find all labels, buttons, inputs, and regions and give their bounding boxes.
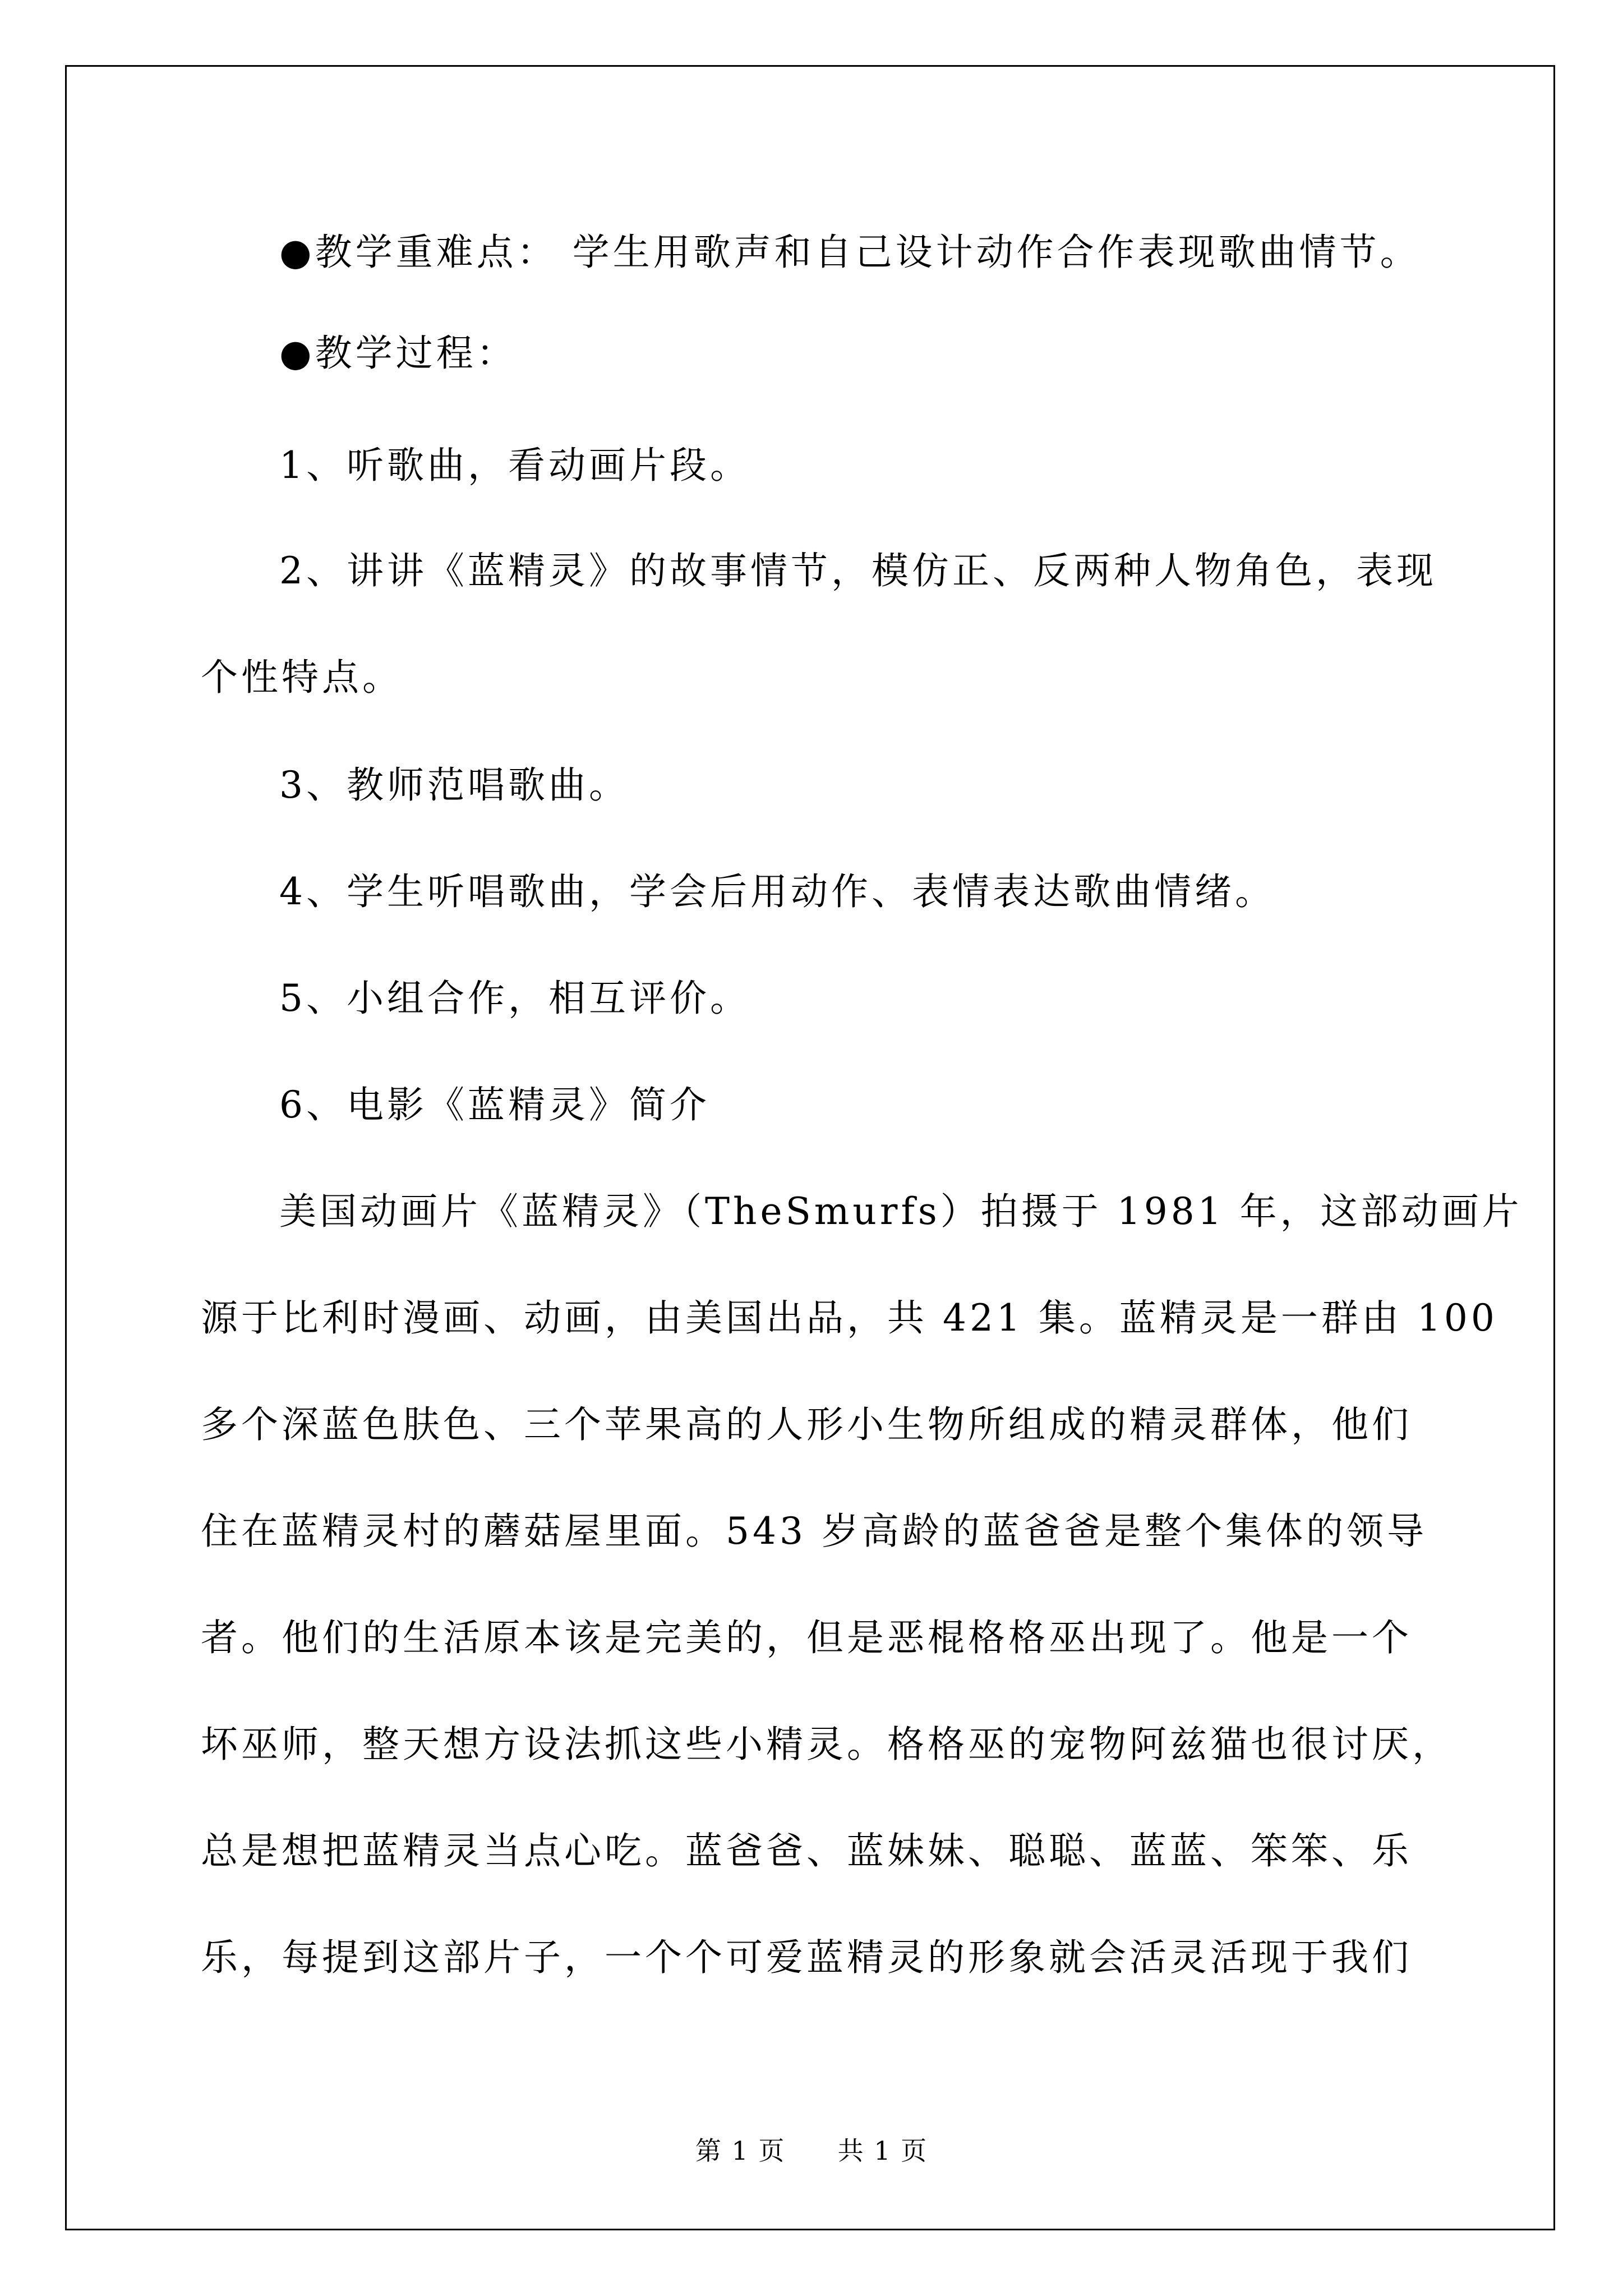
step-5-line: 5、小组合作，相互评价。 <box>279 977 750 1020</box>
intro-paragraph-line: 多个深蓝色肤色、三个苹果高的人形小生物所组成的精灵群体，他们 <box>201 1403 1412 1446</box>
intro-paragraph-line: 源于比利时漫画、动画，由美国出品，共 421 集。蓝精灵是一群由 100 <box>201 1296 1498 1340</box>
step-3-line: 3、教师范唱歌曲。 <box>279 763 629 807</box>
page-footer <box>0 2135 1623 2166</box>
intro-paragraph-line: 者。他们的生活原本该是完美的，但是恶棍格格巫出现了。他是一个 <box>201 1616 1412 1659</box>
step-1-line: 1、听歌曲，看动画片段。 <box>279 444 750 487</box>
step-4-line: 4、学生听唱歌曲，学会后用动作、表情表达歌曲情绪。 <box>279 870 1275 913</box>
key-difficulty-line: ●教学重难点： 学生用歌声和自己设计动作合作表现歌曲情节。 <box>279 231 1421 274</box>
step-6-line: 6、电影《蓝精灵》简介 <box>279 1083 710 1126</box>
intro-paragraph-line: 住在蓝精灵村的蘑菇屋里面。543 岁高龄的蓝爸爸是整个集体的领导 <box>201 1510 1427 1553</box>
intro-paragraph-line: 乐，每提到这部片子，一个个可爱蓝精灵的形象就会活灵活现于我们 <box>201 1936 1412 1979</box>
intro-paragraph-line: 总是想把蓝精灵当点心吃。蓝爸爸、蓝妹妹、聪聪、蓝蓝、笨笨、乐 <box>201 1829 1412 1872</box>
page-number: 第 1 页 <box>695 2136 786 2166</box>
step-2-line: 2、讲讲《蓝精灵》的故事情节，模仿正、反两种人物角色，表现 <box>279 549 1437 592</box>
step-2-continuation: 个性特点。 <box>201 656 403 699</box>
intro-paragraph-line: 坏巫师，整天想方设法抓这些小精灵。格格巫的宠物阿兹猫也很讨厌， <box>201 1723 1453 1766</box>
page-total: 共 1 页 <box>837 2136 928 2166</box>
intro-paragraph-line: 美国动画片《蓝精灵》（TheSmurfs）拍摄于 1981 年，这部动画片 <box>279 1190 1523 1233</box>
teaching-process-heading: ●教学过程： <box>279 332 517 375</box>
